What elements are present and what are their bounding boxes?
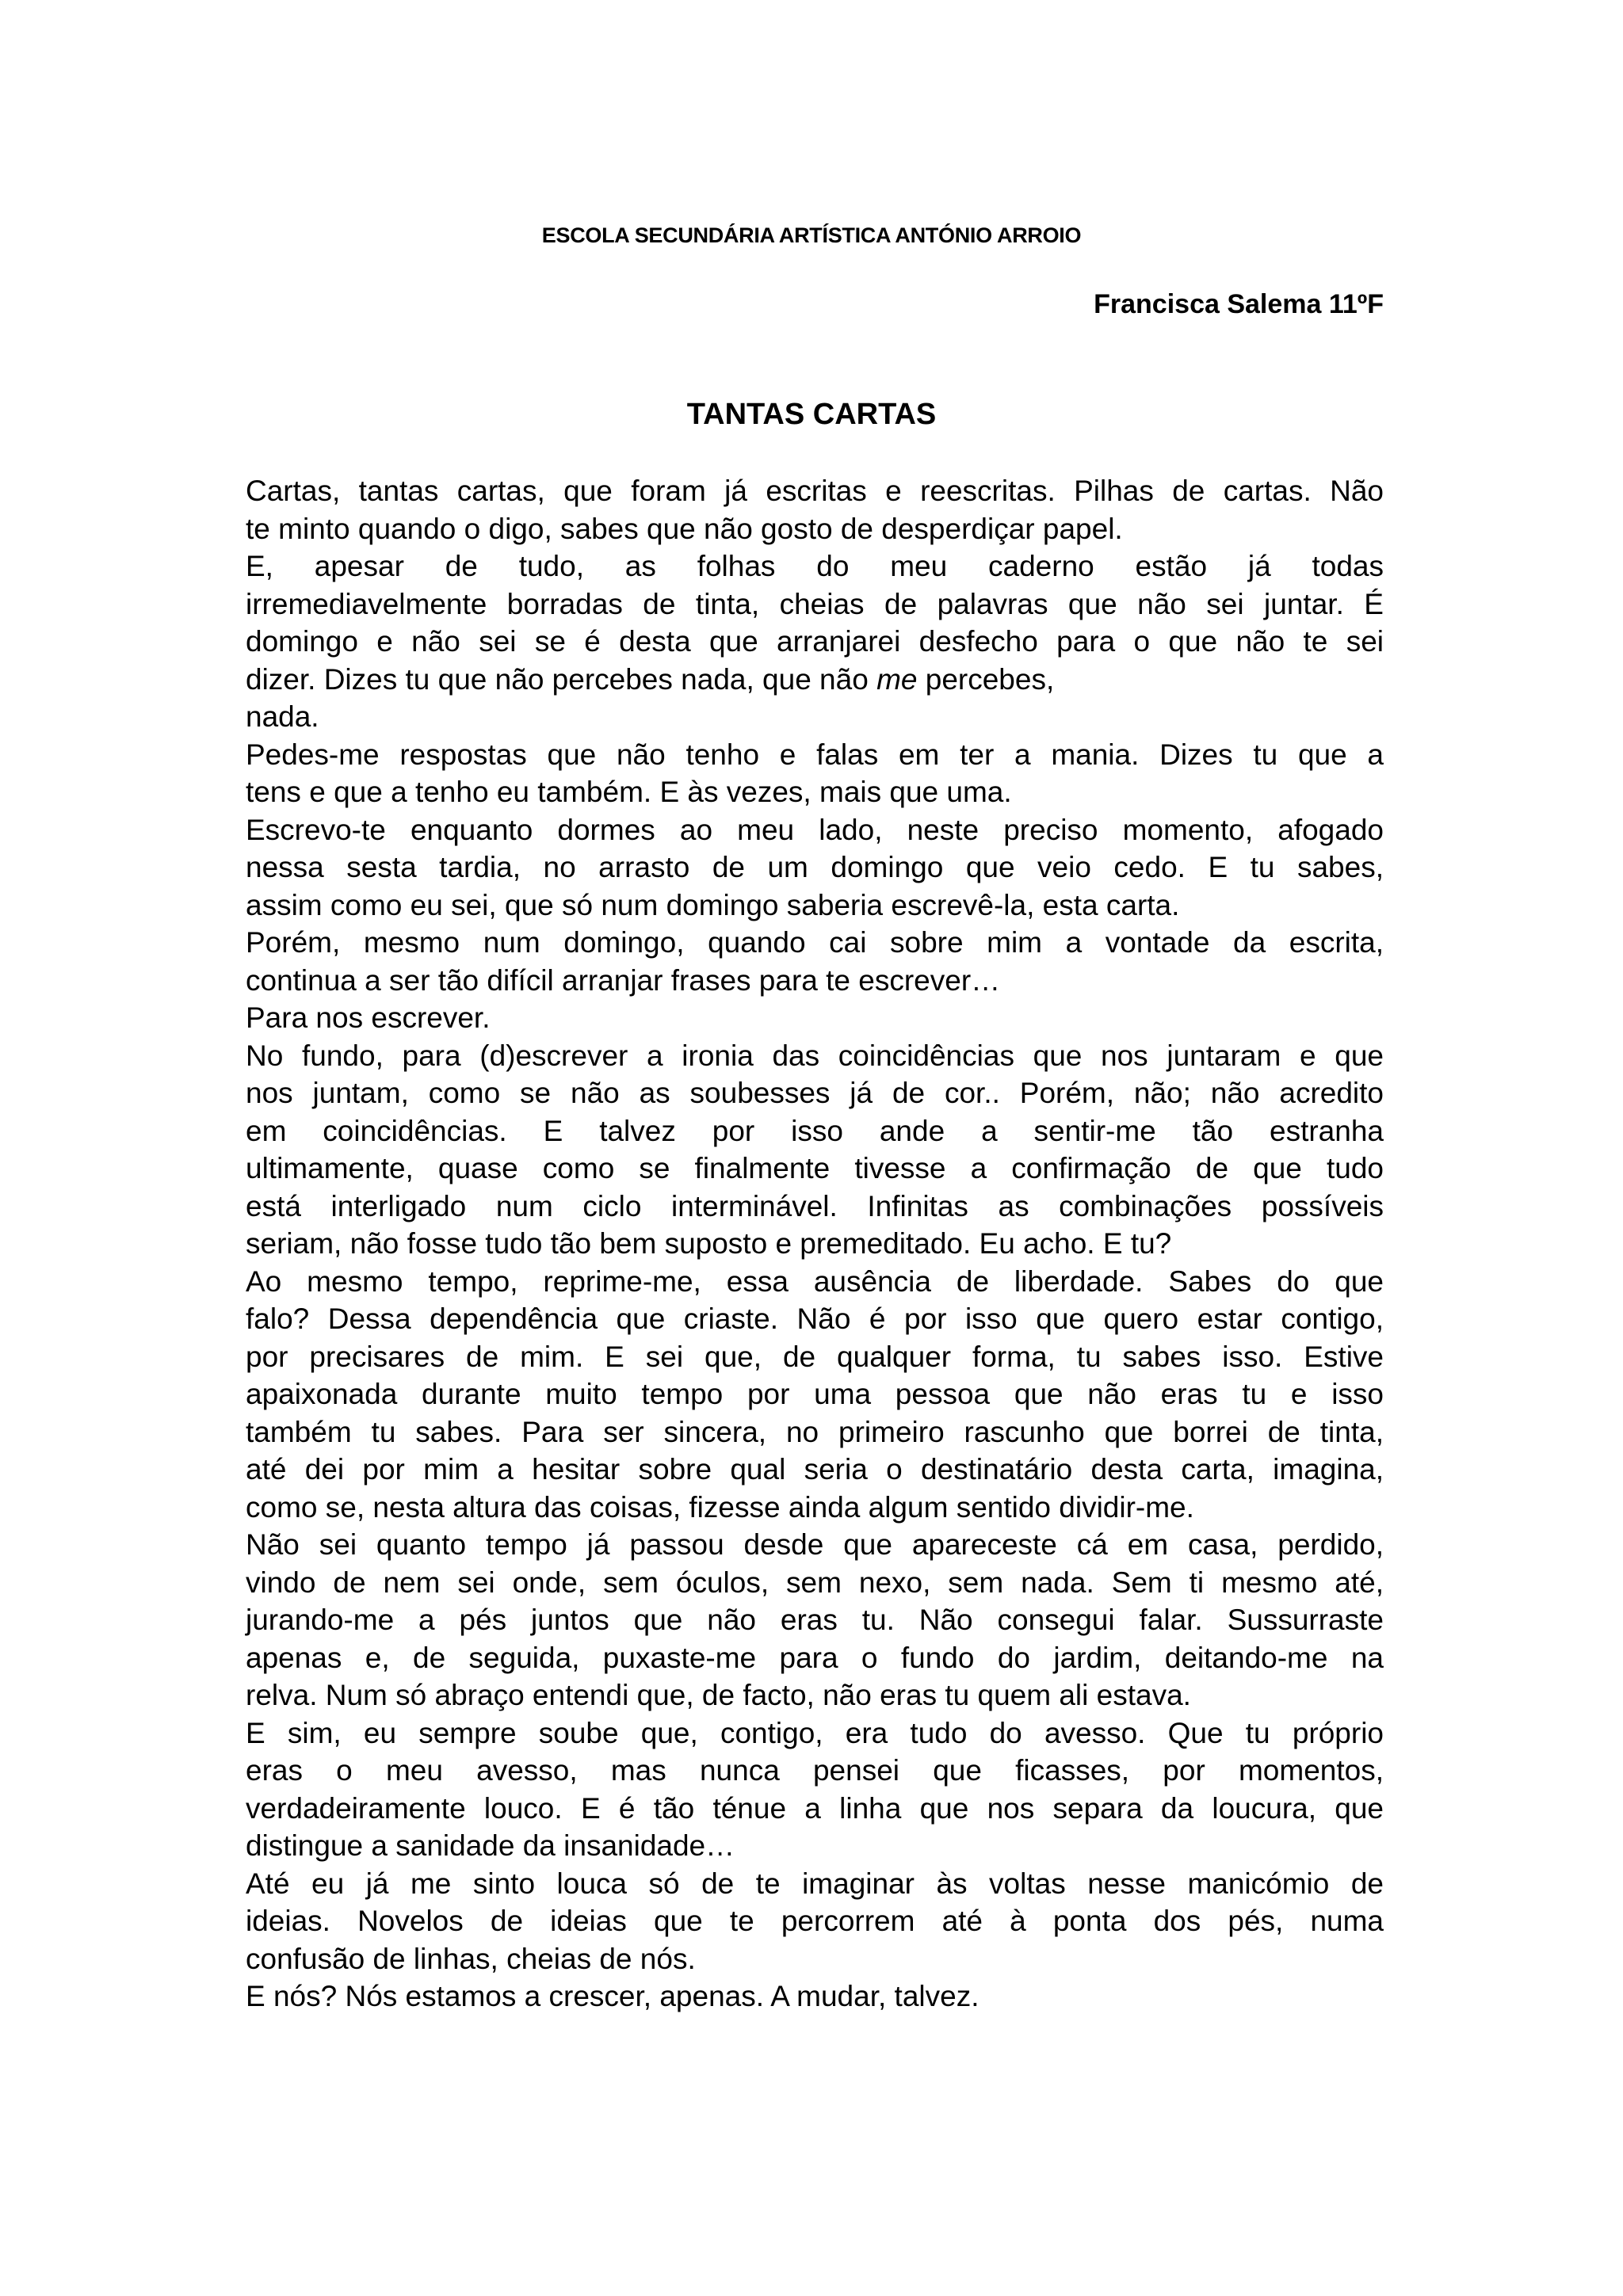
text-line: confusão de linhas, cheias de nós.	[246, 1942, 696, 1975]
text-line: também tu sabes. Para ser sincera, no primeiro rascunho que borrei de tinta,	[246, 1415, 1384, 1448]
text-line: seriam, não fosse tudo tão bem suposto e premeditado. Eu acho. E tu?	[246, 1227, 1172, 1260]
text-line: continua a ser tão difícil arranjar frases para te escrever…	[246, 963, 1001, 997]
text-line: E, apesar de tudo, as folhas do meu caderno estão já todas	[246, 550, 1384, 582]
paragraph-6	[246, 999, 1384, 1037]
paragraph-1	[246, 472, 1384, 547]
text-line: Ao mesmo tempo, reprime-me, essa ausência de liberdade. Sabes do que	[246, 1264, 1384, 1298]
text-line: distingue a sanidade da insanidade…	[246, 1829, 735, 1862]
text-line: até dei por mim a hesitar sobre qual seria o destinatário desta carta, imagina,	[246, 1453, 1384, 1486]
paragraph-3	[246, 736, 1384, 811]
letter-body	[246, 472, 1384, 2016]
paragraph-7	[246, 1037, 1384, 1263]
text-line: apenas e, de seguida, puxaste-me para o fundo do jardim, deitando-me na	[246, 1641, 1384, 1674]
paragraph-12	[246, 1978, 1384, 2016]
text-segment: percebes,	[917, 662, 1055, 696]
text-line: ultimamente, quase como se finalmente tivesse a confirmação de que tudo	[246, 1152, 1384, 1184]
text-line: Cartas, tantas cartas, que foram já escritas e reescritas. Pilhas de cartas. Não	[246, 475, 1384, 507]
author-name: Francisca Salema 11ºF	[1094, 289, 1384, 319]
text-segment: dizer. Dizes tu que não percebes nada, que não	[246, 662, 877, 696]
text-line: nessa sesta tardia, no arrasto de um domingo que veio cedo. E tu sabes,	[246, 851, 1384, 883]
paragraph-11	[246, 1865, 1384, 1978]
emphasized-word: me	[876, 662, 918, 696]
paragraph-4	[246, 811, 1384, 925]
text-line: E nós? Nós estamos a crescer, apenas. A mudar, talvez.	[246, 1980, 980, 2012]
text-line: como se, nesta altura das coisas, fizesse ainda algum sentido dividir-me.	[246, 1490, 1194, 1524]
text-line: Pedes-me respostas que não tenho e falas em ter a mania. Dizes tu que a	[246, 738, 1384, 771]
text-line: verdadeiramente louco. E é tão ténue a linha que nos separa da loucura, que	[246, 1791, 1384, 1825]
paragraph-5	[246, 924, 1384, 999]
text-line: No fundo, para (d)escrever a ironia das coincidências que nos juntaram e que	[246, 1039, 1384, 1072]
text-line: em coincidências. E talvez por isso ande a sentir-me tão estranha	[246, 1114, 1384, 1147]
school-name-heading: ESCOLA SECUNDÁRIA ARTÍSTICA ANTÓNIO ARROIO	[541, 223, 1082, 247]
document-title: TANTAS CARTAS	[686, 398, 937, 431]
text-line: Porém, mesmo num domingo, quando cai sobre mim a vontade da escrita,	[246, 926, 1384, 959]
text-line: por precisares de mim. E sei que, de qualquer forma, tu sabes isso. Estive	[246, 1340, 1384, 1373]
text-line	[246, 661, 1384, 699]
text-line: E sim, eu sempre soube que, contigo, era tudo do avesso. Que tu próprio	[246, 1716, 1384, 1749]
text-line: Não sei quanto tempo já passou desde que apareceste cá em casa, perdido,	[246, 1528, 1384, 1561]
text-line: domingo e não sei se é desta que arranjarei desfecho para o que não te sei	[246, 625, 1384, 658]
text-line: ideias. Novelos de ideias que te percorrem até à ponta dos pés, numa	[246, 1905, 1384, 1937]
text-line: tens e que a tenho eu também. E às vezes, mais que uma.	[246, 776, 1012, 808]
text-line: Até eu já me sinto louca só de te imaginar às voltas nesse manicómio de	[246, 1867, 1384, 1900]
text-line: relva. Num só abraço entendi que, de facto, não eras tu quem ali estava.	[246, 1679, 1191, 1711]
text-line: Para nos escrever.	[246, 1001, 491, 1034]
text-line: eras o meu avesso, mas nunca pensei que ficasses, por momentos,	[246, 1754, 1384, 1787]
paragraph-10	[246, 1714, 1384, 1865]
paragraph-9	[246, 1526, 1384, 1714]
text-line: nos juntam, como se não as soubesses já de cor.. Porém, não; não acredito	[246, 1077, 1384, 1109]
text-line: irremediavelmente borradas de tinta, cheias de palavras que não sei juntar. É	[246, 587, 1384, 620]
text-line: Escrevo-te enquanto dormes ao meu lado, neste preciso momento, afogado	[246, 813, 1384, 846]
text-line: te minto quando o digo, sabes que não gosto de desperdiçar papel.	[246, 512, 1123, 545]
text-line: jurando-me a pés juntos que não eras tu. Não consegui falar. Sussurraste	[246, 1604, 1384, 1636]
text-line: nada.	[246, 700, 319, 733]
text-line: está interligado num ciclo interminável. Infinitas as combinações possíveis	[246, 1189, 1384, 1222]
text-line: falo? Dessa dependência que criaste. Não é por isso que quero estar contigo,	[246, 1302, 1384, 1335]
text-line: apaixonada durante muito tempo por uma pessoa que não eras tu e isso	[246, 1378, 1384, 1410]
text-line: vindo de nem sei onde, sem óculos, sem nexo, sem nada. Sem ti mesmo até,	[246, 1566, 1384, 1599]
paragraph-8	[246, 1263, 1384, 1527]
text-line: assim como eu sei, que só num domingo saberia escrevê-la, esta carta.	[246, 888, 1180, 921]
paragraph-2	[246, 547, 1384, 736]
